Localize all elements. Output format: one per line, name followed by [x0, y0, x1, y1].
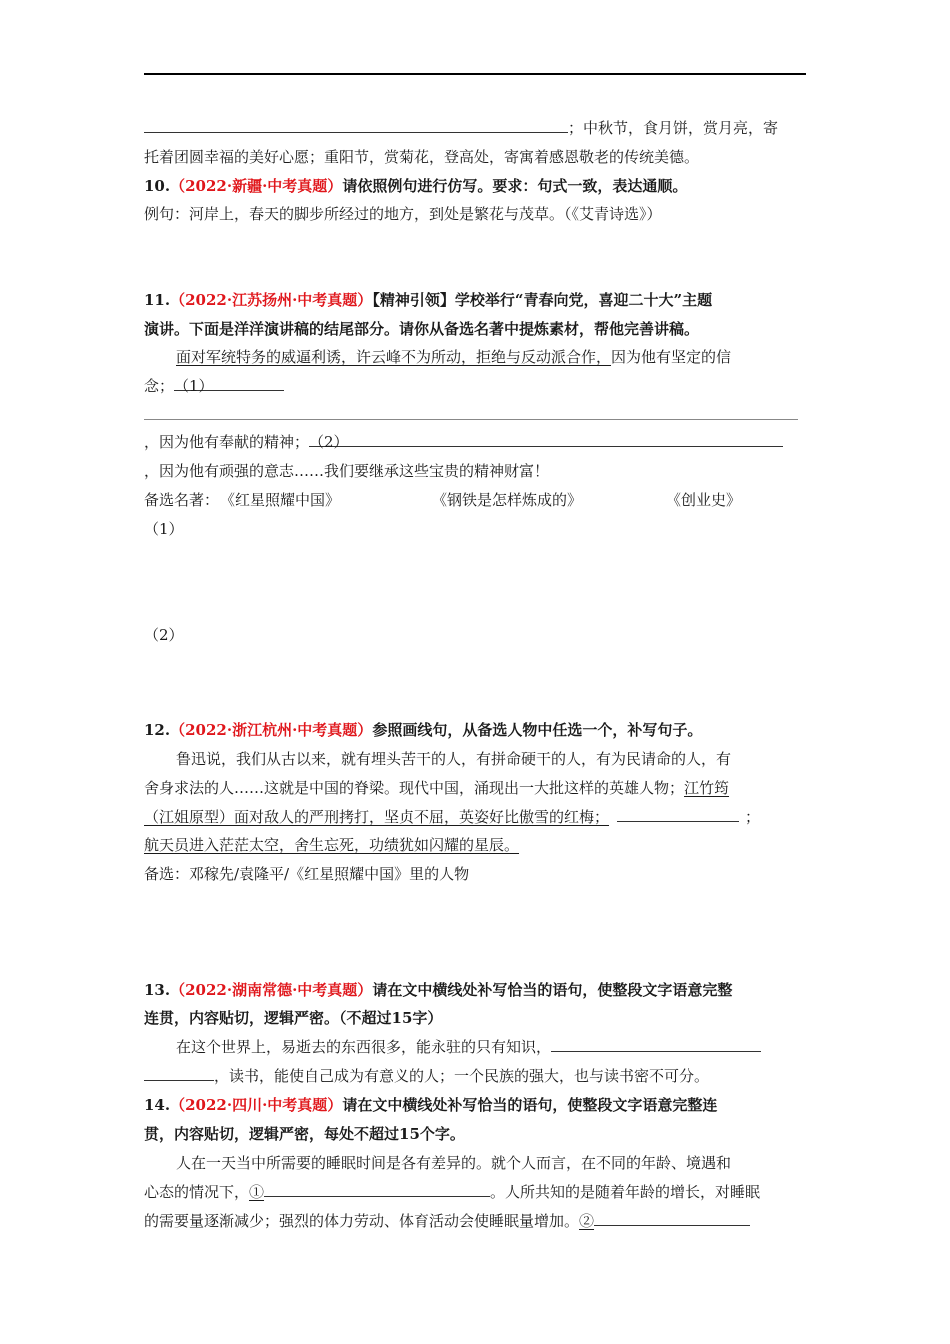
speech-text: 念；	[144, 377, 175, 395]
book-options	[144, 490, 219, 510]
book-options-label: 备选名著：	[144, 491, 220, 509]
header-rule	[144, 73, 806, 75]
blank-marker: ②	[579, 1212, 595, 1230]
passage-text: 心态的情况下，	[144, 1183, 250, 1201]
passage-text: 的需要量逐渐减少；强烈的体力劳动、体育活动会使睡眠量增加。	[144, 1212, 580, 1230]
question-prompt: 请依照例句进行仿写。要求：句式一致，表达通顺。	[342, 177, 688, 195]
question-12-header	[144, 720, 702, 740]
answer-blank-cont	[144, 1066, 214, 1081]
passage-line	[144, 1066, 709, 1086]
book-option: 《创业史》	[666, 491, 742, 509]
passage-line	[144, 778, 729, 798]
answer-label-2: （2）	[144, 626, 184, 644]
speech-text: ，因为他有奉献的精神；	[144, 433, 310, 451]
underlined-sentence: 航天员进入茫茫太空，舍生忘死，功绩犹如闪耀的星辰。	[144, 836, 520, 854]
answer-blank	[144, 118, 568, 133]
answer-label-1: （1）	[144, 520, 184, 538]
question-number: 14.	[144, 1096, 171, 1114]
passage-text: ；	[745, 808, 761, 826]
book-option: 《红星照耀中国》	[220, 491, 341, 509]
question-prompt-cont: 演讲。下面是洋洋演讲稿的结尾部分。请你从备选名著中提炼素材，帮他完善讲稿。	[144, 320, 700, 338]
example-sentence: 例句：河岸上，春天的脚步所经过的地方，到处是繁花与茂草。（《艾青诗选》）	[144, 205, 662, 223]
passage-line: 人在一天当中所需要的睡眠时间是各有差异的。就个人而言，在不同的年龄、境遇和	[176, 1154, 732, 1172]
passage-line	[144, 835, 519, 855]
speech-text: 因为他有坚定的信	[611, 348, 732, 366]
question-11-header	[144, 290, 712, 310]
answer-line	[144, 419, 798, 420]
question-prompt: 请在文中横线处补写恰当的语句，使整段文字语意完整	[372, 981, 733, 999]
blank-marker: ①	[249, 1183, 265, 1201]
question-13-header	[144, 980, 732, 1000]
speech-line	[176, 347, 731, 367]
passage-text: 。人所共知的是随着年龄的增长，对睡眠	[490, 1183, 761, 1201]
answer-blank-2: （2）	[309, 432, 783, 447]
answer-blank	[551, 1037, 761, 1052]
question-source: （2022·浙江杭州·中考真题）	[170, 721, 373, 739]
question-prompt: 【精神引领】学校举行“青春向党，喜迎二十大”主题	[372, 291, 713, 309]
question-number: 13.	[144, 981, 171, 999]
speech-line: ，因为他有顽强的意志……我们要继承这些宝贵的精神财富！	[144, 462, 550, 480]
question-number: 11.	[144, 291, 171, 309]
underlined-sentence: 江竹筠	[684, 779, 730, 797]
question-prompt-cont: 贯，内容贴切，逻辑严密，每处不超过15个字。	[144, 1125, 465, 1143]
question-prompt: 参照画线句，从备选人物中任选一个，补写句子。	[372, 721, 703, 739]
passage-line	[176, 1037, 761, 1057]
answer-blank	[264, 1182, 490, 1197]
passage-line	[144, 807, 760, 827]
question-10-header	[144, 176, 687, 196]
speech-line	[144, 432, 783, 452]
passage-line	[144, 1182, 760, 1202]
question-number: 10.	[144, 177, 171, 195]
answer-blank	[594, 1211, 750, 1226]
question-14-header	[144, 1095, 717, 1115]
question-number: 12.	[144, 721, 171, 739]
question-source: （2022·新疆·中考真题）	[170, 177, 343, 195]
passage-text: ，读书，能使自己成为有意义的人；一个民族的强大，也与读书密不可分。	[214, 1067, 710, 1085]
question-source: （2022·四川·中考真题）	[170, 1096, 343, 1114]
text-line: 托着团圆幸福的美好心愿；重阳节，赏菊花，登高处，寄寓着感恩敬老的传统美德。	[144, 148, 700, 166]
passage-text: 在这个世界上，易逝去的东西很多，能永驻的只有知识，	[176, 1038, 552, 1056]
answer-blank	[617, 807, 739, 822]
passage-line	[144, 1211, 750, 1231]
question-prompt-cont: 连贯，内容贴切，逻辑严密。（不超过15字）	[144, 1009, 443, 1027]
underlined-sentence: 面对军统特务的威逼利诱，许云峰不为所动，拒绝与反动派合作，	[176, 348, 612, 366]
question-source: （2022·江苏扬州·中考真题）	[170, 291, 373, 309]
text-line: ；中秋节，食月饼，赏月亮，寄	[144, 118, 778, 138]
question-source: （2022·湖南常德·中考真题）	[170, 981, 373, 999]
underlined-sentence: （江姐原型）面对敌人的严刑拷打，坚贞不屈，英姿好比傲雪的红梅；	[144, 808, 610, 826]
passage-text: 舍身求法的人……这就是中国的脊梁。现代中国，涌现出一大批这样的英雄人物；	[144, 779, 685, 797]
speech-line	[144, 376, 284, 396]
question-prompt: 请在文中横线处补写恰当的语句，使整段文字语意完整连	[342, 1096, 718, 1114]
book-option: 《钢铁是怎样炼成的》	[432, 491, 583, 509]
passage-line: 鲁迅说，我们从古以来，就有埋头苦干的人，有拼命硬干的人，有为民请命的人，有	[176, 750, 732, 768]
answer-blank-1: （1）	[174, 376, 284, 391]
candidate-options: 备选：邓稼先/袁隆平/《红星照耀中国》里的人物	[144, 865, 470, 883]
